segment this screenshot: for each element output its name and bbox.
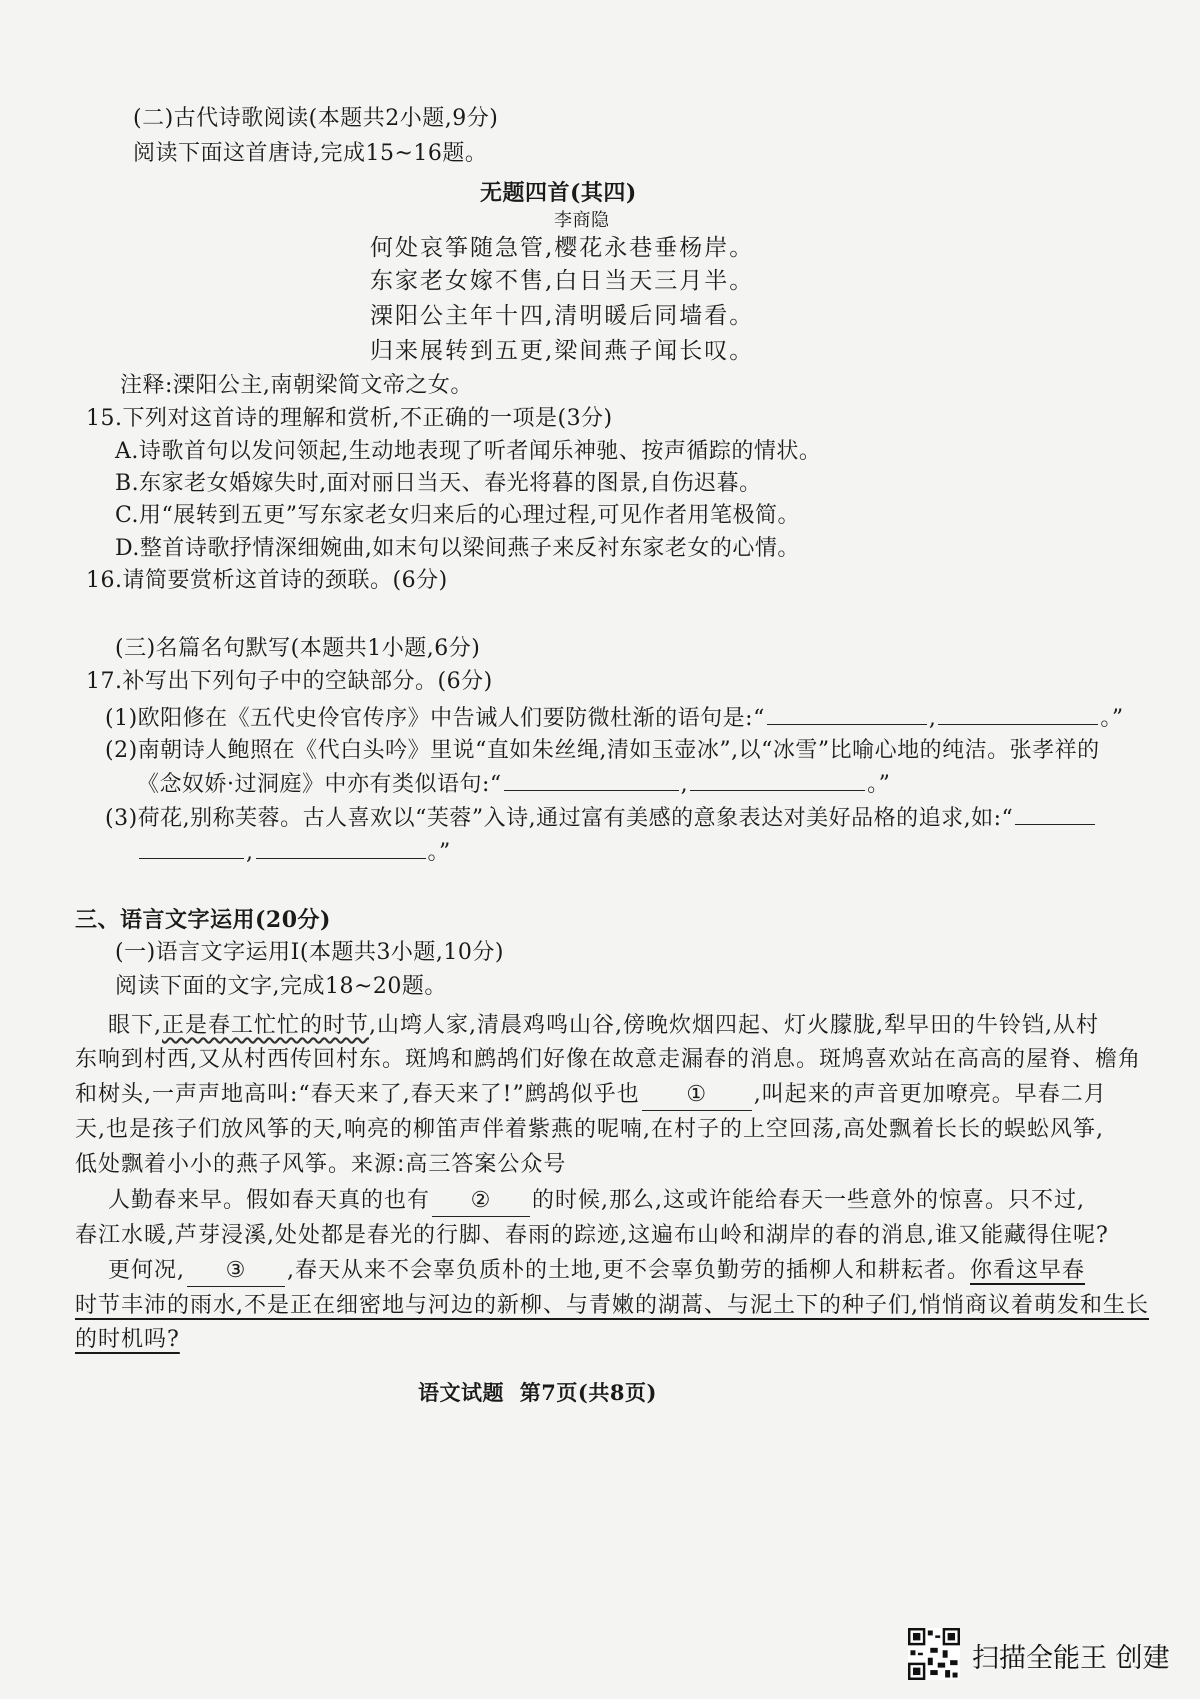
subsection-instruction: 阅读下面的文字,完成18~20题。 — [115, 974, 447, 999]
question-15-option-a: A.诗歌首句以发问领起,生动地表现了听者闻乐神驰、按声循踪的情状。 — [115, 439, 822, 464]
passage-line: 更何况, ③ ,春天从来不会辜负质朴的土地,更不会辜负勤劳的插柳人和耕耘者。你看这早春 — [108, 1256, 1085, 1287]
poem-line: 何处哀筝随急管,樱花永巷垂杨岸。 — [370, 235, 755, 261]
question-16-stem: 16.请简要赏析这首诗的颈联。(6分) — [86, 568, 448, 593]
part-heading-language: 三、语言文字运用(20分) — [75, 907, 331, 933]
answer-blank[interactable] — [256, 838, 426, 859]
closing-quote: 。” — [427, 840, 451, 865]
poem-title: 无题四首(其四) — [480, 180, 637, 206]
underlined-sentence: 时节丰沛的雨水,不是正在细密地与河边的新柳、与青嫩的湖蒿、与泥土下的种子们,悄悄商议着萌发和生长 — [75, 1293, 1149, 1318]
source-note: 来源:高三答案公众号 — [351, 1152, 567, 1177]
item-3-text: (3)荷花,别称芙蓉。古人喜欢以“芙蓉”入诗,通过富有美感的意象表达对美好品格的追求,如:“ — [105, 806, 1014, 831]
passage-line: 东响到村西,又从村西传回村东。斑鸠和鹧鸪们好像在故意走漏春的消息。斑鸠喜欢站在高高的屋脊、檐角 — [75, 1047, 1141, 1072]
answer-blank[interactable] — [938, 704, 1098, 725]
separator: , — [246, 840, 254, 865]
question-15-option-b: B.东家老女婚嫁失时,面对丽日当天、春光将暮的图景,自伤迟暮。 — [115, 471, 762, 496]
passage-line: 春江水暖,芦芽浸溪,处处都是春光的行脚、春雨的踪迹,这遍布山岭和湖岸的春的消息,谁又能藏得住呢? — [75, 1223, 1109, 1248]
item-2-text: 《念奴娇·过洞庭》中亦有类似语句:“ — [137, 772, 502, 797]
question-17-stem: 17.补写出下列句子中的空缺部分。(6分) — [86, 669, 493, 694]
question-17-item-1 — [105, 704, 1124, 734]
section-heading-recitation: (三)名篇名句默写(本题共1小题,6分) — [115, 636, 481, 661]
poem-line: 东家老女嫁不售,白日当天三月半。 — [370, 268, 755, 294]
passage-line: 和树头,一声声地高叫:“春天来了,春天来了!”鹧鸪似乎也 ① ,叫起来的声音更加嘹亮。早春二月 — [75, 1080, 1107, 1111]
question-17-item-3-line-2 — [137, 838, 451, 868]
scanner-watermark: 扫描全能王 创建 — [972, 1643, 1170, 1674]
page-footer: 语文试题 第7页(共8页) — [418, 1380, 657, 1405]
section-instruction-poetry: 阅读下面这首唐诗,完成15~16题。 — [133, 141, 488, 166]
subsection-heading-language-1: (一)语言文字运用Ⅰ(本题共3小题,10分) — [115, 940, 505, 965]
poem-line: 归来展转到五更,梁间燕子闻长叹。 — [370, 338, 755, 364]
answer-blank[interactable] — [504, 770, 679, 791]
answer-blank[interactable] — [690, 770, 865, 791]
question-17-item-3-line-1 — [105, 804, 1097, 834]
wavy-underlined-phrase: 正是春工忙忙的时节 — [162, 1013, 370, 1038]
section-heading-poetry: (二)古代诗歌阅读(本题共2小题,9分) — [133, 106, 499, 131]
question-17-item-2-line-2 — [137, 770, 890, 800]
underlined-sentence: 的时机吗? — [75, 1327, 180, 1352]
answer-blank[interactable] — [1015, 804, 1095, 825]
closing-quote: 。” — [867, 772, 891, 797]
poem-line: 溧阳公主年十四,清明暖后同墙看。 — [370, 303, 755, 329]
item-1-text: (1)欧阳修在《五代史伶官传序》中告诫人们要防微杜渐的语句是:“ — [105, 706, 765, 731]
answer-blank[interactable] — [139, 838, 244, 859]
separator: , — [928, 706, 937, 731]
passage-line: 低处飘着小小的燕子风筝。来源:高三答案公众号 — [75, 1152, 567, 1177]
blank-2[interactable]: ② — [432, 1186, 530, 1217]
blank-3[interactable]: ③ — [187, 1256, 285, 1287]
poem-author: 李商隐 — [554, 210, 610, 231]
passage-line: 眼下,正是春工忙忙的时节,山塆人家,清晨鸡鸣山谷,傍晚炊烟四起、灯火朦胧,犁早田的牛铃铛,从村 — [108, 1013, 1099, 1038]
poem-note: 注释:溧阳公主,南朝梁简文帝之女。 — [120, 373, 473, 398]
question-15-option-c: C.用“展转到五更”写东家老女归来后的心理过程,可见作者用笔极简。 — [115, 503, 801, 528]
blank-1[interactable]: ① — [642, 1080, 752, 1111]
passage-line: 天,也是孩子们放风筝的天,响亮的柳笛声伴着紫燕的呢喃,在村子的上空回荡,高处飘着长长的蜈蚣风筝, — [75, 1117, 1104, 1142]
question-15-option-d: D.整首诗歌抒情深细婉曲,如末句以梁间燕子来反衬东家老女的心情。 — [115, 536, 800, 561]
underlined-sentence: 你看这早春 — [970, 1258, 1086, 1283]
qr-code-icon — [908, 1628, 960, 1680]
closing-quote: 。” — [1100, 706, 1124, 731]
question-17-item-2-line-1: (2)南朝诗人鲍照在《代白头吟》里说“直如朱丝绳,清如玉壶冰”,以“冰雪”比喻心地的纯洁。张孝祥的 — [105, 738, 1100, 763]
question-15-stem: 15.下列对这首诗的理解和赏析,不正确的一项是(3分) — [86, 406, 613, 431]
separator: , — [680, 772, 689, 797]
answer-blank[interactable] — [767, 704, 927, 725]
passage-line: 人勤春来早。假如春天真的也有 ② 的时候,那么,这或许能给春天一些意外的惊喜。只不过, — [108, 1186, 1085, 1217]
